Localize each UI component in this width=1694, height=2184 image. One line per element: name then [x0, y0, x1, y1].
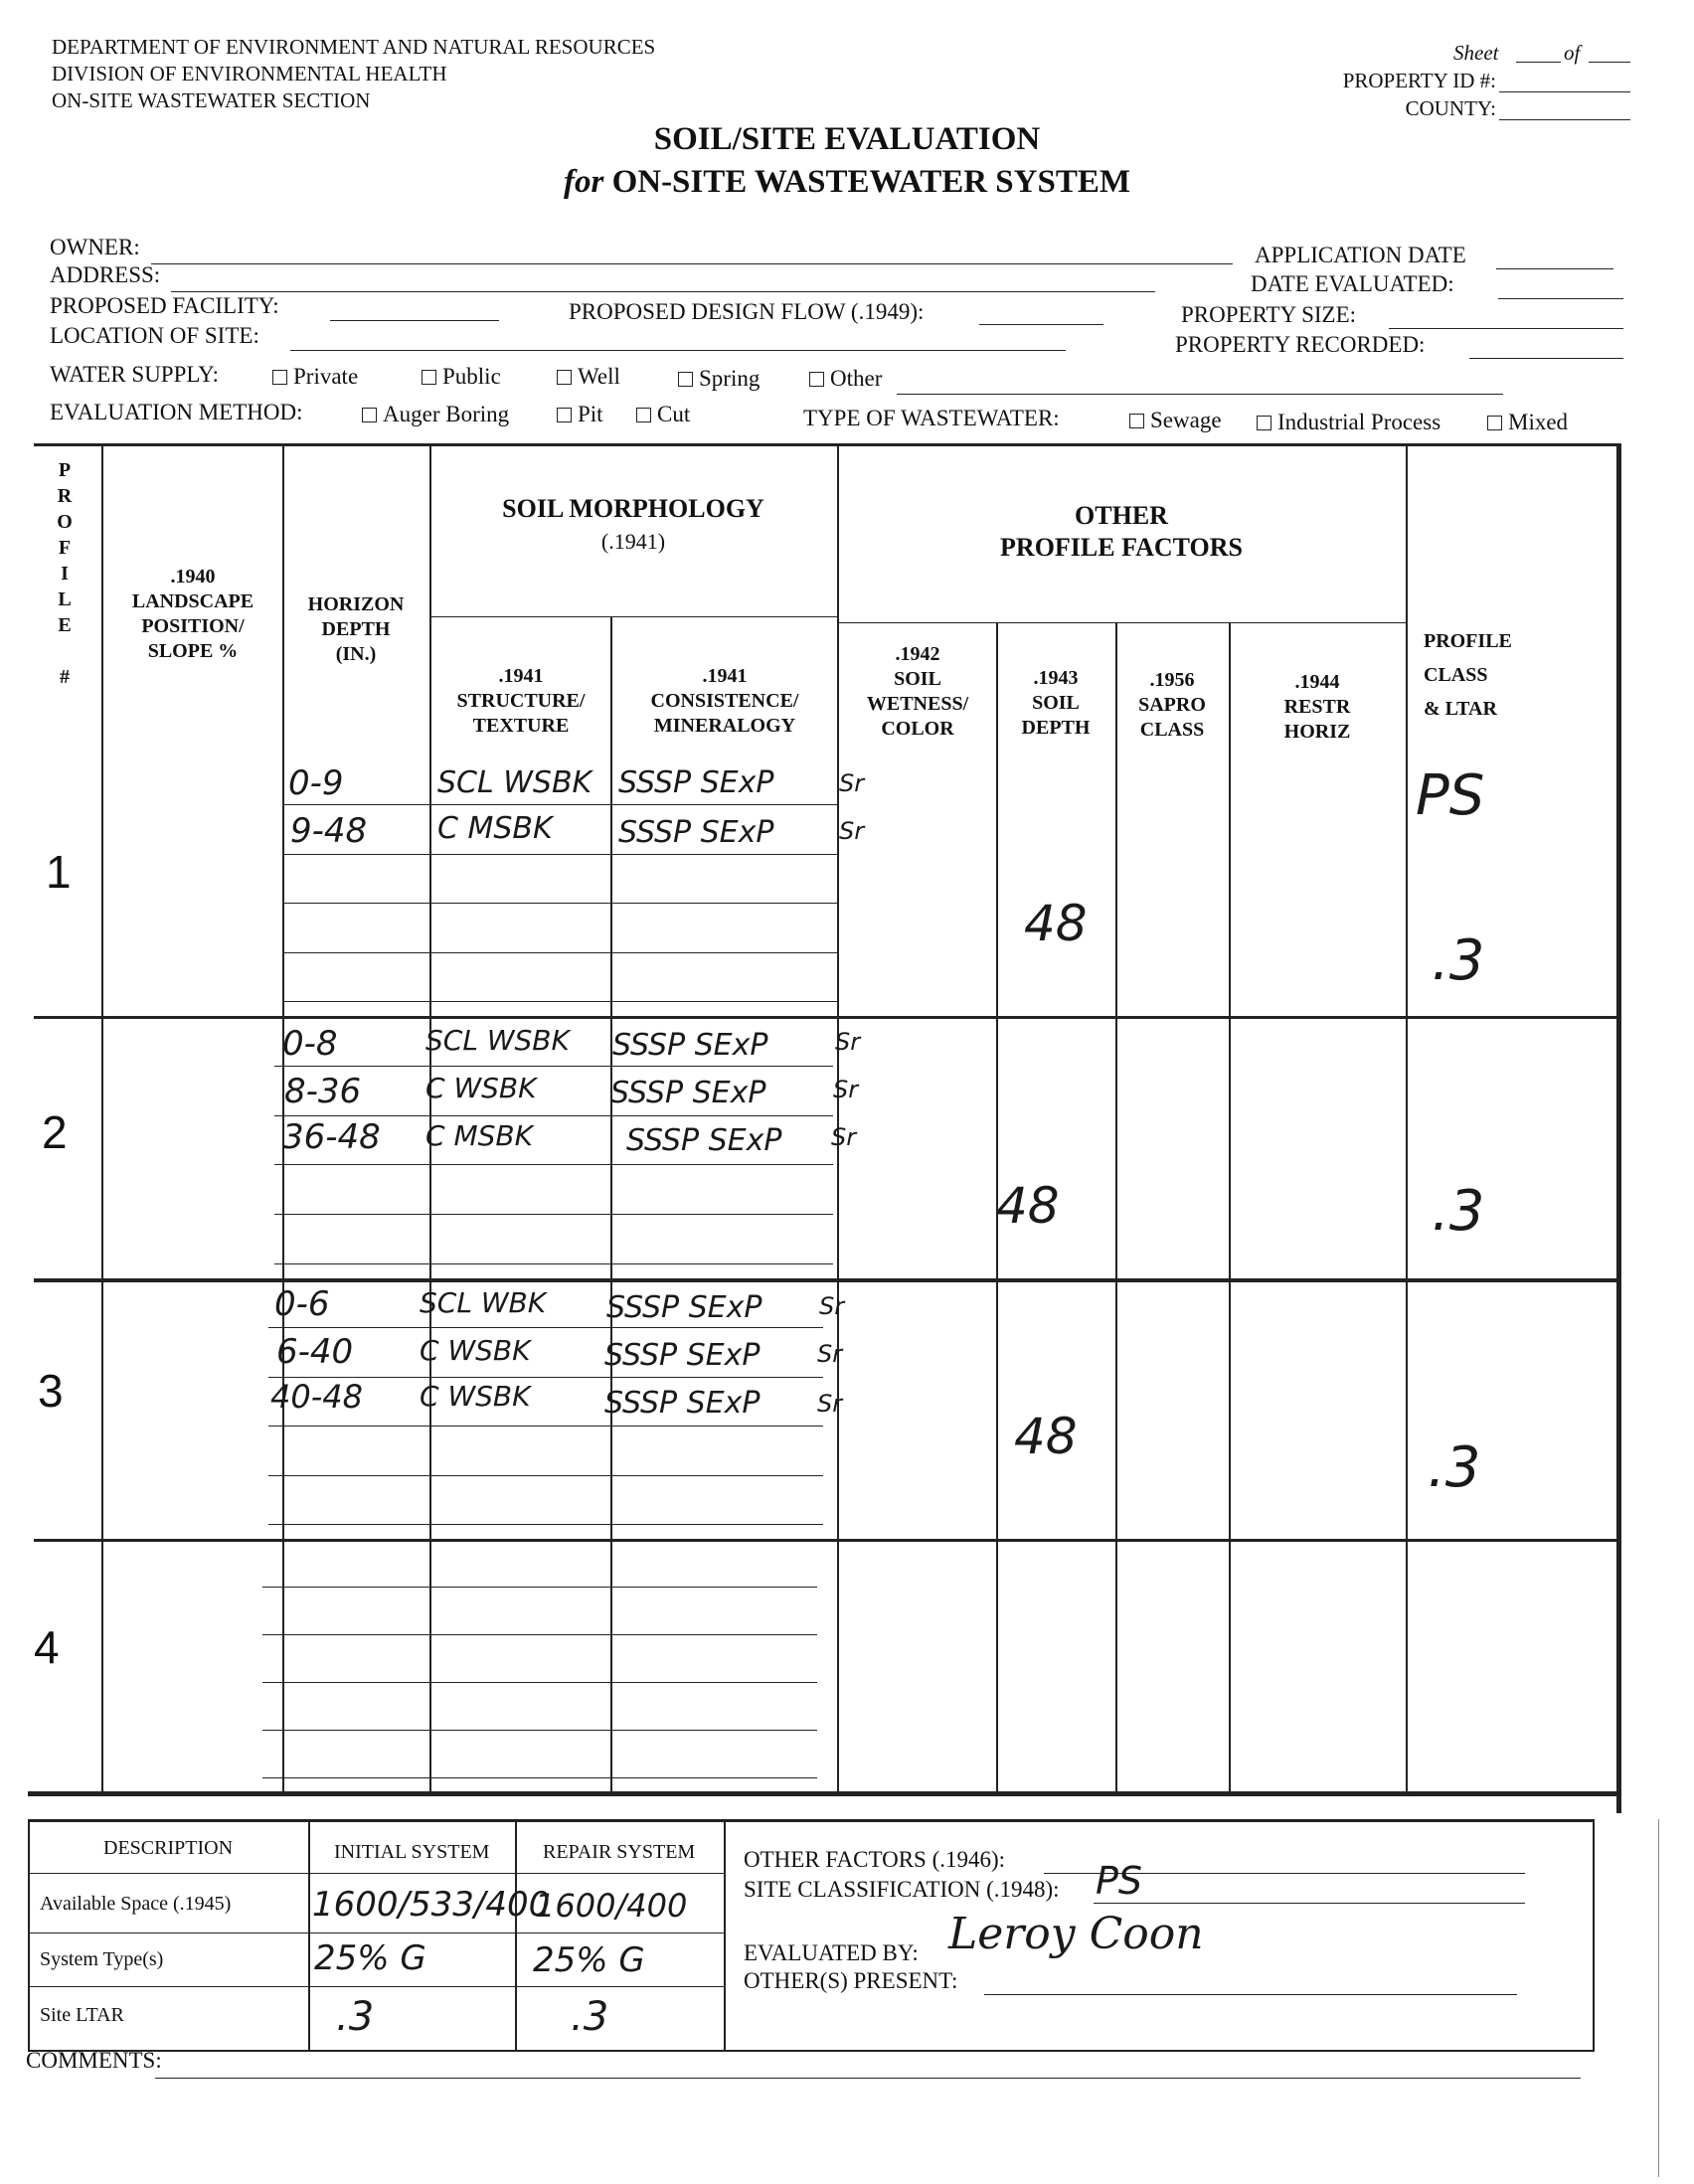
em-auger-option[interactable]: Auger Boring	[362, 402, 509, 427]
p3-h2-depth[interactable]: 6-40	[276, 1332, 354, 1372]
sheet-label: Sheet	[1453, 41, 1499, 65]
p1-soil-depth[interactable]: 48	[1024, 895, 1088, 952]
profile-number-2: 2	[42, 1106, 68, 1158]
p2-h3-depth[interactable]: 36-48	[282, 1117, 381, 1157]
table-right-border	[1616, 443, 1621, 1813]
col-divider-sapro	[1115, 622, 1117, 1793]
p1-h1-consistence[interactable]: SSSP SExP	[618, 765, 774, 800]
date-evaluated-label: DATE EVALUATED:	[1251, 271, 1454, 296]
horizon-line	[274, 1066, 833, 1067]
repair-col-header: REPAIR SYSTEM	[543, 1841, 696, 1863]
site-classification-value[interactable]: PS	[1096, 1859, 1143, 1903]
horizon-line	[282, 1001, 837, 1002]
p3-h3-consistence[interactable]: SSSP SExP	[604, 1386, 761, 1421]
initial-col-header: INITIAL SYSTEM	[334, 1841, 490, 1863]
p1-h1-structure[interactable]: SCL WSBK	[437, 765, 593, 800]
property-size-label: PROPERTY SIZE:	[1181, 302, 1357, 327]
site-ltar-initial[interactable]: .3	[336, 1994, 375, 2040]
profile-3-bottom	[34, 1539, 1620, 1542]
p1-h1-depth[interactable]: 0-9	[288, 763, 344, 803]
sapro-col-header: .1956 SAPRO CLASS	[1138, 669, 1206, 741]
p2-h3-structure[interactable]: C MSBK	[425, 1119, 533, 1152]
section-name: ON-SITE WASTEWATER SECTION	[52, 88, 371, 112]
ws-well-option[interactable]: Well	[557, 364, 620, 390]
em-cut-option[interactable]: Cut	[636, 402, 690, 427]
department-name: DEPARTMENT OF ENVIRONMENT AND NATURAL RESOURCES	[52, 35, 656, 59]
horizon-line	[268, 1475, 823, 1476]
other-factors-subline	[837, 622, 1406, 623]
type-wastewater-label: TYPE OF WASTEWATER:	[803, 406, 1060, 430]
p2-h2-consistence[interactable]: SSSP SExP	[610, 1076, 766, 1110]
site-classification-field[interactable]	[1094, 1903, 1525, 1904]
p3-h1-wetness[interactable]: Sr	[819, 1292, 845, 1320]
p3-h1-consistence[interactable]: SSSP SExP	[606, 1290, 762, 1325]
horizon-line	[282, 854, 837, 855]
soil-depth-col-header: .1943 SOIL DEPTH	[1021, 667, 1091, 739]
p1-h2-depth[interactable]: 9-48	[290, 811, 368, 851]
horizon-line	[274, 1115, 833, 1116]
soil-morph-subline	[429, 616, 837, 617]
desc-col-header: DESCRIPTION	[103, 1837, 234, 1859]
horizon-line	[268, 1426, 823, 1427]
col-divider-other	[837, 443, 839, 1793]
horizon-line	[262, 1730, 817, 1731]
landscape-col-header: .1940 LANDSCAPE POSITION/ SLOPE %	[131, 566, 254, 662]
horizon-line	[262, 1777, 817, 1778]
horizon-line	[282, 903, 837, 904]
p1-h2-structure[interactable]: C MSBK	[437, 811, 553, 846]
profile-col-header: P R O F I L E #	[57, 459, 73, 688]
address-label: ADDRESS:	[50, 262, 161, 287]
proposed-facility-label: PROPOSED FACILITY:	[50, 293, 279, 318]
profile-number-1: 1	[46, 846, 72, 898]
available-space-repair[interactable]: 1600/400	[535, 1887, 688, 1925]
consistence-col-header: .1941 CONSISTENCE/ MINERALOGY	[650, 665, 799, 737]
p3-h2-wetness[interactable]: Sr	[817, 1340, 843, 1368]
col-divider-structure	[429, 443, 431, 1793]
system-type-initial[interactable]: 25% G	[314, 1938, 426, 1978]
water-supply-label: WATER SUPPLY:	[50, 362, 220, 387]
p3-soil-depth[interactable]: 48	[1014, 1408, 1078, 1465]
p2-h2-depth[interactable]: 8-36	[284, 1072, 362, 1111]
application-date-label: APPLICATION DATE	[1255, 243, 1466, 267]
tw-mixed-option[interactable]: Mixed	[1487, 410, 1568, 435]
division-name: DIVISION OF ENVIRONMENTAL HEALTH	[52, 62, 447, 85]
p3-h1-depth[interactable]: 0-6	[274, 1284, 330, 1324]
other-factors-header: OTHER PROFILE FACTORS	[1000, 501, 1243, 562]
ws-spring-option[interactable]: Spring	[678, 366, 760, 392]
table-top-border	[34, 443, 1620, 446]
available-space-initial[interactable]: 1600/533/400	[312, 1885, 551, 1925]
horizon-line	[262, 1634, 817, 1635]
site-ltar-label: Site LTAR	[40, 2004, 124, 2026]
horizon-line	[282, 952, 837, 953]
location-label: LOCATION OF SITE:	[50, 323, 259, 348]
restr-col-header: .1944 RESTR HORIZ	[1283, 671, 1351, 743]
horizon-line	[274, 1214, 833, 1215]
profile-number-4: 4	[34, 1621, 60, 1673]
for-word: for	[563, 164, 604, 200]
ws-private-option[interactable]: Private	[272, 364, 358, 390]
ws-other-option[interactable]: Other	[809, 366, 882, 392]
col-divider-consistence	[610, 616, 612, 1793]
p1-profile-class[interactable]: PS	[1416, 763, 1485, 828]
property-id-label: PROPERTY ID #:	[1342, 69, 1496, 92]
of-label: of	[1564, 41, 1581, 65]
wetness-col-header: .1942 SOIL WETNESS/ COLOR	[866, 643, 969, 740]
p2-h2-structure[interactable]: C WSBK	[425, 1072, 537, 1104]
p2-h1-depth[interactable]: 0-8	[282, 1024, 338, 1064]
p2-h1-consistence[interactable]: SSSP SExP	[612, 1028, 768, 1063]
available-space-label: Available Space (.1945)	[40, 1893, 232, 1915]
profile-1-bottom	[34, 1016, 1620, 1019]
property-recorded-label: PROPERTY RECORDED:	[1175, 332, 1426, 357]
p3-h2-structure[interactable]: C WSBK	[420, 1334, 531, 1367]
p1-h2-wetness[interactable]: Sr	[839, 817, 865, 845]
p2-h1-structure[interactable]: SCL WSBK	[425, 1024, 570, 1057]
comments-field[interactable]	[155, 2078, 1581, 2079]
evaluation-method-label: EVALUATION METHOD:	[50, 400, 303, 424]
p2-ltar[interactable]: .3	[1432, 1179, 1485, 1244]
tw-sewage-option[interactable]: Sewage	[1129, 408, 1222, 433]
soil-morphology-code: (.1941)	[600, 529, 666, 554]
county-label: COUNTY:	[1405, 96, 1496, 120]
horizon-line	[274, 1263, 833, 1264]
design-flow-label: PROPOSED DESIGN FLOW (.1949):	[569, 299, 925, 324]
p3-ltar[interactable]: .3	[1428, 1435, 1481, 1500]
p2-h3-consistence[interactable]: SSSP SExP	[626, 1123, 782, 1158]
p2-h1-wetness[interactable]: Sr	[835, 1028, 861, 1056]
p3-h1-structure[interactable]: SCL WBK	[420, 1286, 547, 1319]
other-factors-label: OTHER FACTORS (.1946):	[744, 1847, 1006, 1872]
evaluator-signature[interactable]: Leroy Coon	[948, 1909, 1204, 1959]
p3-h3-structure[interactable]: C WSBK	[420, 1380, 531, 1413]
site-ltar-repair[interactable]: .3	[571, 1994, 609, 2040]
p1-ltar[interactable]: .3	[1432, 928, 1485, 993]
profile-2-bottom	[34, 1278, 1620, 1282]
horizon-line	[268, 1524, 823, 1525]
p2-h2-wetness[interactable]: Sr	[833, 1076, 859, 1103]
structure-col-header: .1941 STRUCTURE/ TEXTURE	[456, 665, 586, 737]
em-pit-option[interactable]: Pit	[557, 402, 603, 427]
col-divider-landscape	[101, 443, 103, 1793]
horizon-col-header: HORIZON DEPTH (IN.)	[307, 593, 405, 665]
others-present-field[interactable]	[984, 1994, 1517, 1995]
p2-h3-wetness[interactable]: Sr	[831, 1123, 857, 1151]
form-title: SOIL/SITE EVALUATION	[653, 121, 1041, 157]
p2-soil-depth[interactable]: 48	[996, 1177, 1060, 1235]
horizon-line	[282, 804, 837, 805]
p3-h3-wetness[interactable]: Sr	[817, 1390, 843, 1418]
horizon-line	[262, 1682, 817, 1683]
others-present-label: OTHER(S) PRESENT:	[744, 1968, 958, 1993]
soil-morphology-header: SOIL MORPHOLOGY	[502, 494, 764, 523]
comments-label: COMMENTS:	[26, 2048, 162, 2073]
subtitle-text: ON-SITE WASTEWATER SYSTEM	[611, 164, 1131, 200]
horizon-line	[268, 1327, 823, 1328]
p1-h2-consistence[interactable]: SSSP SExP	[618, 815, 774, 850]
horizon-line	[274, 1164, 833, 1165]
col-divider-restr	[1229, 622, 1231, 1793]
system-type-label: System Type(s)	[40, 1948, 164, 1970]
table-bottom-border	[28, 1791, 1620, 1796]
p3-h2-consistence[interactable]: SSSP SExP	[604, 1338, 761, 1373]
system-type-repair[interactable]: 25% G	[533, 1940, 645, 1980]
horizon-line	[262, 1587, 817, 1588]
scan-edge-mark	[1658, 1819, 1659, 2177]
profile-class-col-header: PROFILE CLASS & LTAR	[1424, 630, 1512, 720]
profile-number-3: 3	[38, 1365, 64, 1417]
tw-industrial-option[interactable]: Industrial Process	[1257, 410, 1440, 435]
site-classification-label: SITE CLASSIFICATION (.1948):	[744, 1877, 1060, 1902]
p1-h1-wetness[interactable]: Sr	[839, 769, 865, 797]
col-divider-profileclass	[1406, 443, 1408, 1793]
owner-label: OWNER:	[50, 235, 140, 259]
evaluated-by-label: EVALUATED BY:	[744, 1940, 919, 1965]
p3-h3-depth[interactable]: 40-48	[270, 1378, 363, 1416]
ws-public-option[interactable]: Public	[422, 364, 501, 390]
